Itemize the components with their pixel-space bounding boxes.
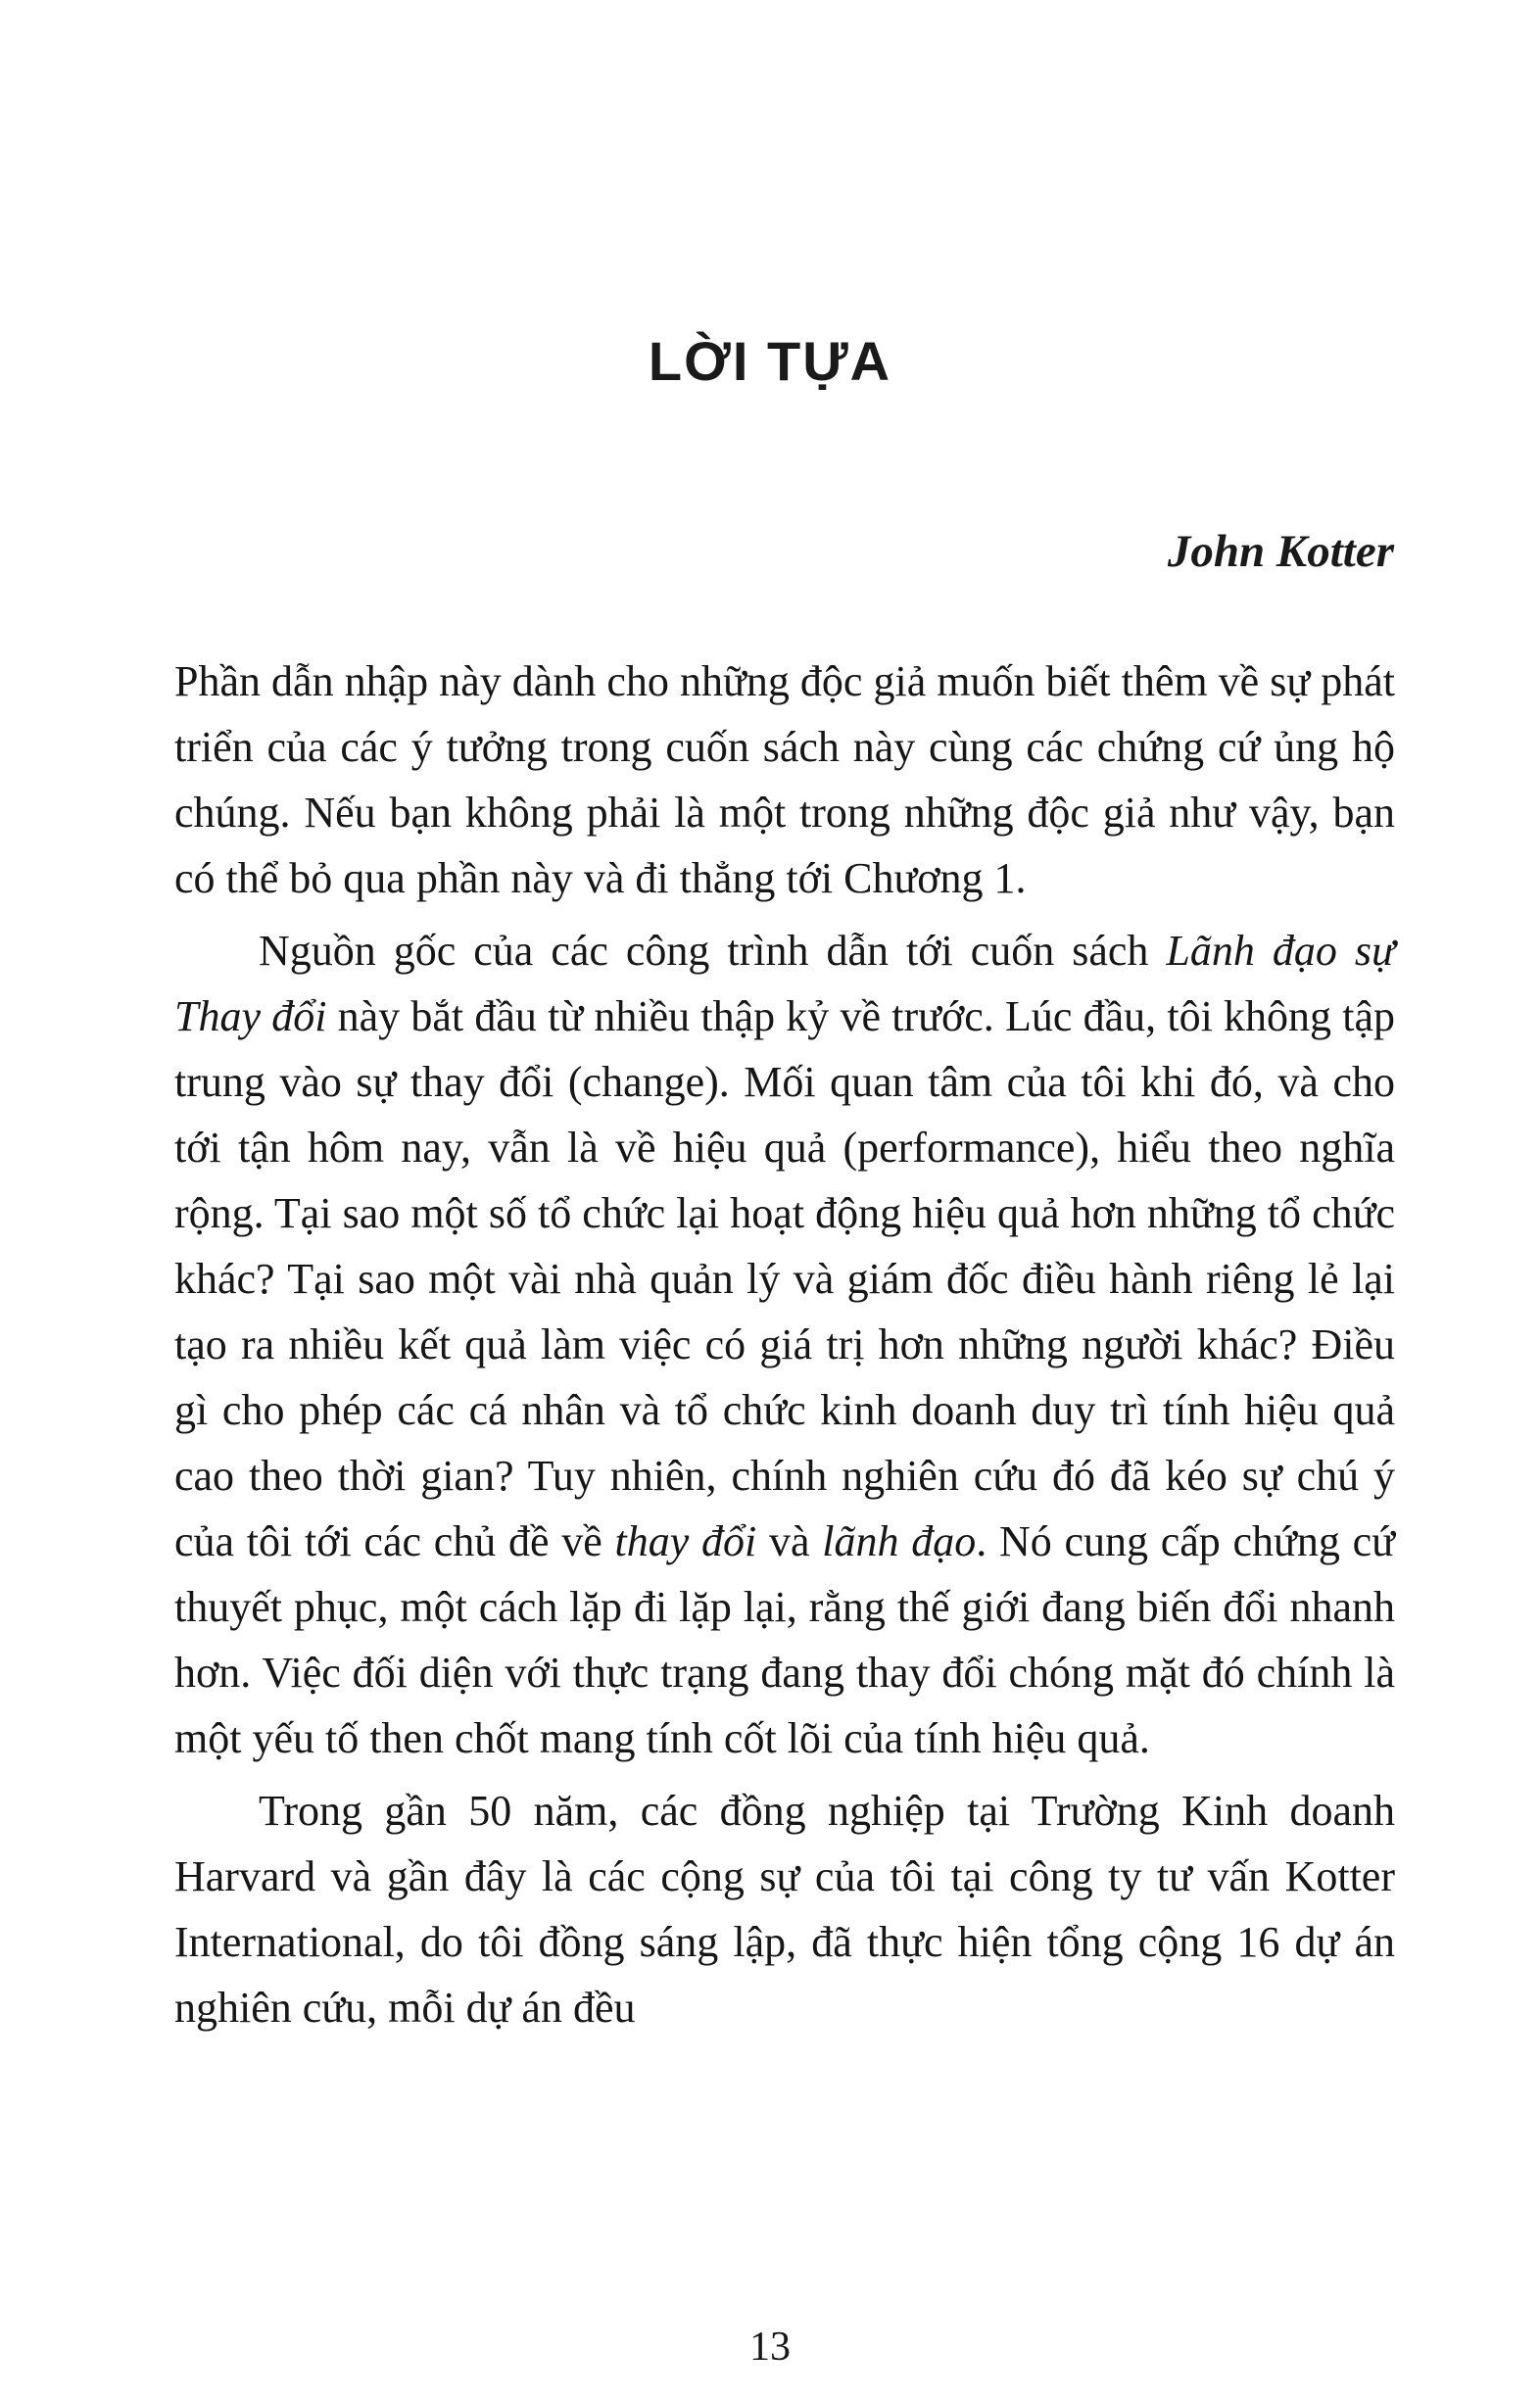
page-number: 13 xyxy=(749,2325,791,2370)
paragraph xyxy=(174,1778,1395,2040)
body-text xyxy=(174,648,1395,2040)
text-segment: và xyxy=(756,1517,823,1565)
text-segment-italic: lãnh đạo xyxy=(822,1517,977,1565)
text-segment: . Nó cung cấp chứng cứ thuyết phục, một cách lặp đi lặp lại, rằng thế giới đang biến đổi nhanh hơn. Việc đối diện với thực trạng đang thay đổi chóng mặt đó chính là một yếu tố then chốt mang tính cốt lõi của tính hiệu quả. xyxy=(174,1517,1395,1762)
text-segment-italic: thay đổi xyxy=(614,1517,757,1565)
text-segment-italic: Lãnh đạo sự Thay đổi xyxy=(174,927,1395,1040)
text-segment: này bắt đầu từ nhiều thập kỷ về trước. Lúc đầu, tôi không tập trung vào sự thay đổi (change). Mối quan tâm của tôi khi đó, và cho tới tận hôm nay, vẫn là về hiệu quả (performance), hiểu theo nghĩa rộng. Tại sao một số tổ chức lại hoạt động hiệu quả hơn những tổ chức khác? Tại sao một vài nhà quản lý và giám đốc điều hành riêng lẻ lại tạo ra nhiều kết quả làm việc có giá trị hơn những người khác? Điều gì cho phép các cá nhân và tổ chức kinh doanh duy trì tính hiệu quả cao theo thời gian? Tuy nhiên, chính nghiên cứu đó đã kéo sự chú ý của tôi tới các chủ đề về xyxy=(174,992,1395,1565)
paragraph xyxy=(174,648,1395,911)
paragraph xyxy=(174,918,1395,1771)
author-name: John Kotter xyxy=(1167,526,1394,577)
text-segment: Trong gần 50 năm, các đồng nghiệp tại Trường Kinh doanh Harvard và gần đây là các cộng sự của tôi tại công ty tư vấn Kotter International, do tôi đồng sáng lập, đã thực hiện tổng cộng 16 dự án nghiên cứu, mỗi dự án đều xyxy=(174,1787,1395,2032)
text-segment: Nguồn gốc của các công trình dẫn tới cuốn sách xyxy=(259,927,1167,975)
text-segment: Phần dẫn nhập này dành cho những độc giả muốn biết thêm về sự phát triển của các ý tưởng trong cuốn sách này cùng các chứng cứ ủng hộ chúng. Nếu bạn không phải là một trong những độc giả như vậy, bạn có thể bỏ qua phần này và đi thẳng tới Chương 1. xyxy=(174,657,1395,902)
chapter-title: LỜI TỰA xyxy=(648,330,892,392)
